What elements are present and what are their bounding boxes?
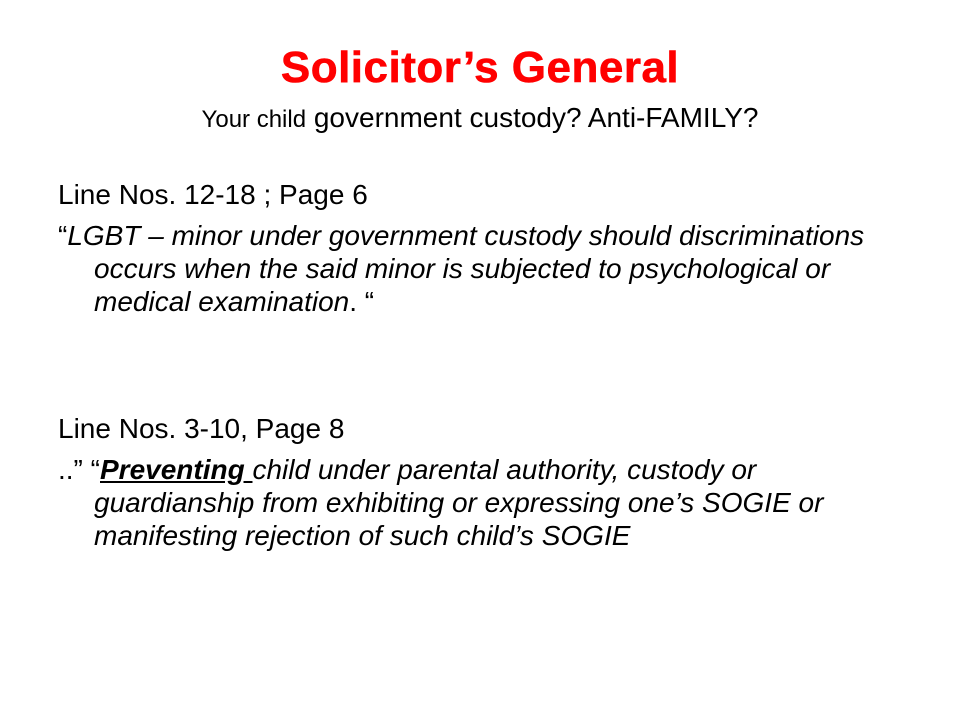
close-quote-mark: . “: [349, 286, 375, 317]
section-page-6: [58, 178, 918, 318]
line-reference-page-8: Line Nos. 3-10, Page 8: [58, 413, 345, 444]
subtitle-part-1: Your child: [201, 106, 307, 133]
open-quote-mark: “: [58, 220, 68, 251]
lead-quote-marks: ..” “: [58, 454, 100, 485]
quote-text-page-6: LGBT – minor under government custody should discriminations occurs when the said minor is subjected to psychological or medical examination: [67, 220, 865, 317]
quote-page-8: [58, 453, 918, 552]
line-reference-page-6: Line Nos. 12-18 ; Page 6: [58, 179, 368, 210]
subtitle-part-2: government custody? Anti-FAMILY?: [306, 102, 759, 133]
slide-subtitle: [0, 100, 960, 138]
quote-page-6: [58, 219, 918, 318]
section-page-8: [58, 412, 918, 552]
quote-text-page-8: child under parental authority, custody or guardianship from exhibiting or expressing one’s SOGIE or manifesting rejection of such child’s SOGIE: [94, 454, 824, 551]
emphasis-preventing: Preventing: [100, 454, 253, 485]
slide-title: Solicitor’s General: [280, 43, 680, 92]
